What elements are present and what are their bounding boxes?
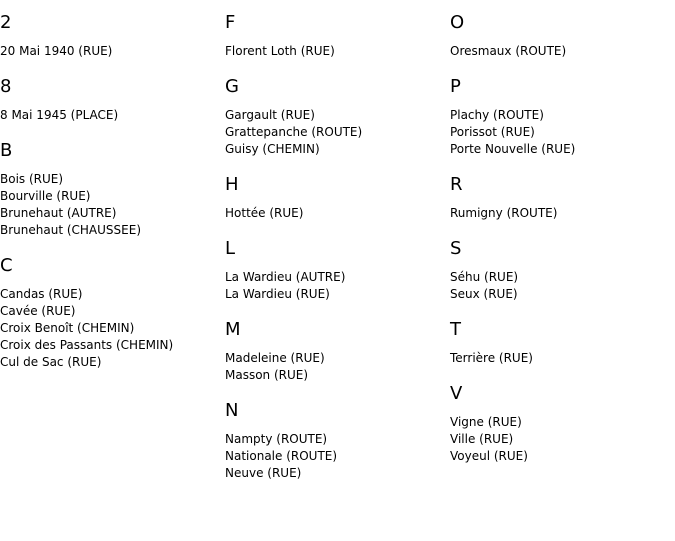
section-letter-heading: M <box>225 319 241 340</box>
street-list-item: Cavée (RUE) <box>0 304 76 318</box>
section-letter-heading: R <box>450 174 463 195</box>
street-list-item: Hottée (RUE) <box>225 206 304 220</box>
street-list-item: Gargault (RUE) <box>225 108 315 122</box>
street-list <box>225 34 445 64</box>
section-letter-heading: L <box>225 238 236 259</box>
section-letter-heading: 8 <box>0 76 12 97</box>
street-list-item: Candas (RUE) <box>0 287 83 301</box>
street-list <box>450 98 670 162</box>
street-list-item: Séhu (RUE) <box>450 270 519 284</box>
section-letter-heading: G <box>225 76 239 97</box>
street-list <box>450 260 670 307</box>
section-letter-heading: O <box>450 12 465 33</box>
street-list-item: Plachy (ROUTE) <box>450 108 544 122</box>
street-list <box>225 196 445 226</box>
street-list-item: Seux (RUE) <box>450 287 518 301</box>
street-list-item: Oresmaux (ROUTE) <box>450 44 567 58</box>
street-list-item: Brunehaut (CHAUSSEE) <box>0 223 141 237</box>
street-list-item: Guisy (CHEMIN) <box>225 142 320 156</box>
letter-group <box>0 128 220 243</box>
street-list-item: Bois (RUE) <box>0 172 64 186</box>
street-index-column-3 <box>450 0 670 469</box>
street-index-column-2 <box>225 0 445 486</box>
letter-group <box>450 371 670 469</box>
letter-group <box>225 388 445 486</box>
letter-group <box>225 0 445 64</box>
section-letter-heading: H <box>225 174 239 195</box>
street-list-item: Vigne (RUE) <box>450 415 522 429</box>
letter-group <box>450 307 670 371</box>
letter-group <box>450 64 670 162</box>
street-list-item: Masson (RUE) <box>225 368 309 382</box>
street-list-item: Florent Loth (RUE) <box>225 44 335 58</box>
street-list <box>0 277 220 375</box>
street-list <box>225 260 445 307</box>
street-list <box>0 162 220 243</box>
street-list-item: 8 Mai 1945 (PLACE) <box>0 108 119 122</box>
street-list <box>225 341 445 388</box>
street-list-item: Brunehaut (AUTRE) <box>0 206 117 220</box>
street-list-item: Porissot (RUE) <box>450 125 535 139</box>
street-list-item: La Wardieu (AUTRE) <box>225 270 346 284</box>
street-list <box>0 34 220 64</box>
street-list-item: Croix Benoît (CHEMIN) <box>0 321 135 335</box>
section-letter-heading: B <box>0 140 13 161</box>
street-list-item: Terrière (RUE) <box>450 351 533 365</box>
street-list-item: Nampty (ROUTE) <box>225 432 328 446</box>
section-letter-heading: T <box>450 319 461 340</box>
letter-group <box>225 226 445 307</box>
street-list <box>225 98 445 162</box>
letter-group <box>225 307 445 388</box>
letter-group <box>450 226 670 307</box>
street-list-item: Porte Nouvelle (RUE) <box>450 142 576 156</box>
letter-group <box>450 162 670 226</box>
street-list <box>450 405 670 469</box>
section-letter-heading: F <box>225 12 236 33</box>
letter-group <box>450 0 670 64</box>
letter-group <box>225 162 445 226</box>
section-letter-heading: 2 <box>0 12 12 33</box>
street-list-item: Rumigny (ROUTE) <box>450 206 558 220</box>
street-list-item: Grattepanche (ROUTE) <box>225 125 363 139</box>
letter-group <box>0 243 220 375</box>
street-list-item: Voyeul (RUE) <box>450 449 528 463</box>
street-list <box>0 98 220 128</box>
street-list <box>225 422 445 486</box>
letter-group <box>225 64 445 162</box>
street-list-item: Madeleine (RUE) <box>225 351 325 365</box>
street-list-item: 20 Mai 1940 (RUE) <box>0 44 113 58</box>
street-list <box>450 196 670 226</box>
section-letter-heading: C <box>0 255 13 276</box>
section-letter-heading: N <box>225 400 239 421</box>
section-letter-heading: V <box>450 383 463 404</box>
street-index-column-1 <box>0 0 220 375</box>
street-list-item: Croix des Passants (CHEMIN) <box>0 338 174 352</box>
letter-group <box>0 0 220 64</box>
street-list-item: Nationale (ROUTE) <box>225 449 338 463</box>
street-list-item: Bourville (RUE) <box>0 189 91 203</box>
street-list-item: Ville (RUE) <box>450 432 514 446</box>
street-list-item: Cul de Sac (RUE) <box>0 355 102 369</box>
street-list <box>450 341 670 371</box>
section-letter-heading: P <box>450 76 461 97</box>
section-letter-heading: S <box>450 238 462 259</box>
street-list <box>450 34 670 64</box>
letter-group <box>0 64 220 128</box>
street-list-item: La Wardieu (RUE) <box>225 287 330 301</box>
street-list-item: Neuve (RUE) <box>225 466 302 480</box>
